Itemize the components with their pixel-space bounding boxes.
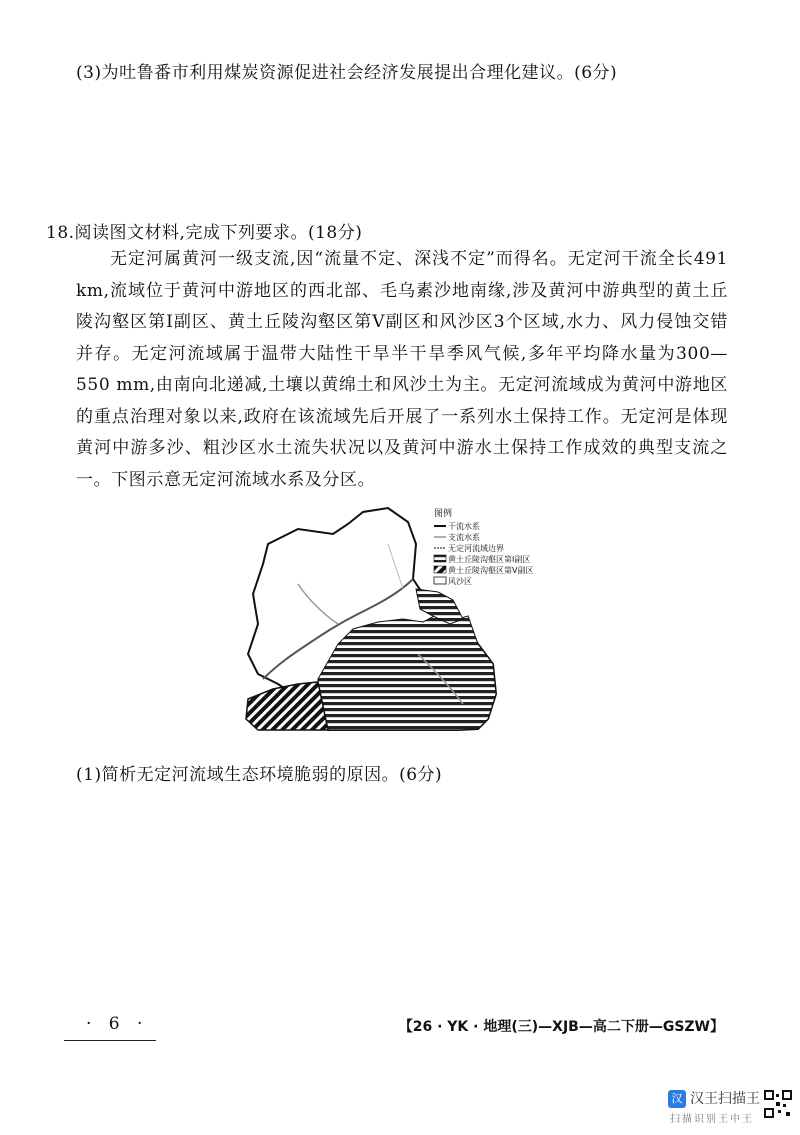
- page-number: · 6 ·: [86, 1014, 149, 1034]
- watershed-map-figure: [238, 504, 566, 740]
- paragraph-text: 无定河属黄河一级支流,因“流量不定、深浅不定”而得名。无定河干流全长491 km,流域位于黄河中游地区的西北部、毛乌素沙地南缘,涉及黄河中游典型的黄土丘陵沟壑区第Ⅰ副区、黄土丘陵沟壑区第Ⅴ副区和风沙区3个区域,水力、风力侵蚀交错并存。无定河流域属于温带大陆性干旱半干旱季风气候,多年平均降水量为300—550 mm,由南向北递减,土壤以黄绵土和风沙土为主。无定河流域成为黄河中游地区的重点治理对象以来,政府在该流域先后开展了一系列水土保持工作。无定河是体现黄河中游多沙、粗沙区水土流失状况以及黄河中游水土保持工作成效的典型支流之一。下图示意无定河流域水系及分区。: [76, 249, 728, 490]
- legend-item-loess-v: 黄土丘陵沟壑区第Ⅴ副区: [448, 566, 534, 575]
- legend-item-boundary: 无定河流域边界: [448, 544, 504, 553]
- exam-code: 【26 · YK · 地理(三)—XJB—高二下册—GSZW】: [398, 1019, 724, 1035]
- question-18-paragraph: [76, 244, 728, 496]
- watermark-subtitle: 扫描识别王中王: [670, 1114, 754, 1125]
- legend-item-loess-i: 黄土丘陵沟壑区第Ⅰ副区: [448, 555, 531, 564]
- legend-item-main-river: 干流水系: [448, 522, 480, 531]
- qr-code-icon: [764, 1090, 792, 1118]
- legend-title: 图例: [434, 509, 453, 519]
- loess-zone-i-diagonal: [246, 682, 328, 730]
- scanner-watermark: [668, 1088, 794, 1128]
- scanner-logo-icon: 汉: [668, 1090, 686, 1108]
- legend-item-tributary: 支流水系: [448, 533, 480, 542]
- legend-item-sandy: 风沙区: [448, 577, 472, 586]
- sub-question-1: (1)简析无定河流域生态环境脆弱的原因。(6分): [76, 765, 443, 785]
- question-18-header: 18.阅读图文材料,完成下列要求。(18分): [46, 223, 363, 243]
- legend: [434, 507, 533, 586]
- page-number-underline: [64, 1040, 156, 1041]
- question-3-text: (3)为吐鲁番市利用煤炭资源促进社会经济发展提出合理化建议。(6分): [76, 63, 618, 83]
- watershed-map: [238, 504, 566, 740]
- watermark-title: 汉王扫描王: [690, 1091, 760, 1107]
